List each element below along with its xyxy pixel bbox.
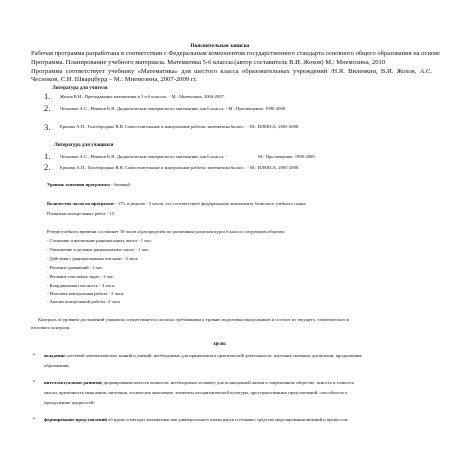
control-line-2: итогового контроля. (31, 325, 71, 330)
doc-title: Пояснительная записка (190, 43, 250, 49)
goal-text: формирование качеств личности, необходимых человеку для полноценной жизни в современном обществе: ясность и точность (103, 380, 355, 385)
goals-heading: Цели: (213, 342, 227, 347)
goal-line (44, 418, 348, 423)
teacher-lit-item: Жохов В.И., Преподавание математики в 5 и 6 классах. - М.: Мнемозина, 2004-2007. (60, 94, 226, 99)
goal-lead: интеллектуальное развитие, (44, 380, 104, 385)
teacher-lit-item: Чесноков А.С., Нешков К.И. Дидактические материалы по математике для 6 класса. - М.: Просвещение, 1990-2000. (60, 106, 287, 111)
level-value: - базовый. (109, 182, 131, 187)
goal-text: преодолению трудностей; (44, 400, 95, 405)
level-label: Уровень освоения программы (47, 182, 110, 187)
teacher-lit-heading: Литература для учителя (52, 86, 108, 91)
reserve-item: - Решение уравнений - 3 час; (47, 265, 104, 270)
teacher-lit-item: Ершова А.П., Голобородько В.В. Самостоятельные и контрольные работы: математика 6класс . - М.: ИЛЕКСА, 2005-2008. (60, 124, 300, 129)
goal-lead: формирование представлений (44, 417, 107, 422)
student-lit-number: 2. (44, 162, 51, 172)
student-lit-number: 1. (44, 151, 51, 161)
student-lit-heading: Литература для учащихся (54, 143, 114, 148)
hours-line (47, 202, 307, 207)
level-line (47, 183, 131, 188)
teacher-lit-number: 1. (44, 91, 51, 101)
bullet-icon: • (33, 416, 35, 422)
bullet-icon: • (33, 352, 35, 358)
teacher-lit-number: 3. (44, 122, 51, 132)
tests-count: Плановых контрольных работ - 15 (47, 211, 115, 216)
student-lit-item: Чесноков А.С., Нешков К.И. Дидактические материалы по математике для 6 класса. - (60, 154, 228, 159)
reserve-item: - Итоговая контрольная работа - 2 часа; (47, 291, 125, 296)
intro-line-2: Программа. Планирование учебного материала. Математика 5-6 классы.(автор составитель В.И. Жохов) М.: Мнемозина, 2010 (31, 59, 386, 66)
reserve-item: - Координатная плоскость - 3 часа; (47, 283, 116, 288)
reserve-item: - Умножение и деление рациональных чисел - 1 час; (47, 247, 150, 252)
intro-line-3: Программа соответствует учебнику «Математика» для шестого класса образовательных учреждений /Н.Я. Виленкин, В.И. Жохов, А.С. (31, 68, 433, 75)
goal-text: об идеях и методах математики как универсального языка науки и техники, средства моделирования явлений и процессов; (106, 417, 349, 422)
teacher-lit-number: 2. (44, 103, 51, 113)
reserve-item: - Решение текстовых задач - 3 час; (47, 274, 115, 279)
goal-line (44, 354, 362, 359)
goal-text: образования; (44, 363, 70, 368)
goal-text: системой математических знаний и умений, необходимых для применения в практической деятельности, изучения смежных дисциплин, продолжения (65, 353, 362, 358)
student-lit-item: Ершова А.П., Голобородько В.В. Самостоятельные и контрольные работы: математика 6класс . - М.: ИЛЕКСА, 2005-2008. (60, 165, 300, 170)
intro-line-1: Рабочая программа разработана в соответствии с Федеральным компонентом государственного стандарта основного общего образования на основе (31, 50, 441, 57)
goal-line (44, 381, 354, 386)
reserve-item: - Сложение и вычитание рациональных чисел - 1 час; (47, 238, 152, 243)
control-line-1: Контроль за уровнем достижений учащихся осуществляется согласно требованиям к уровню подготовки выпускников и состоит из текущего, тематического и (38, 317, 350, 322)
student-lit-item-tail: М.: Просвещение, 1990-2000 (258, 154, 315, 159)
bullet-icon: • (33, 379, 35, 385)
reserve-item: - Действия с рациональными числами - 3 часа; (47, 256, 139, 261)
goal-lead: овладение (44, 353, 66, 358)
hours-value: - 175, в неделю - 5 часов, что соответствует федеральному компоненту базисного учебного плана. (114, 201, 307, 206)
goal-text: мысли, критичность мышления, интуиция, логическое мышление, элементы алгоритмической культуры, пространственных представлений, способность к (44, 390, 348, 395)
hours-label: Количество часов по программе (47, 201, 115, 206)
reserve-item: - Анализ контрольной работы -2 часа (47, 299, 120, 304)
reserve-intro: Резерв учебного времени составляет 18 часов и распределён по различным разделам курса 6 класса следующим образом: (47, 229, 286, 234)
intro-line-4: Чесноков, С.И. Шварцбурд – М.: Мнемозина, 2007-2009 гг. (31, 76, 197, 83)
